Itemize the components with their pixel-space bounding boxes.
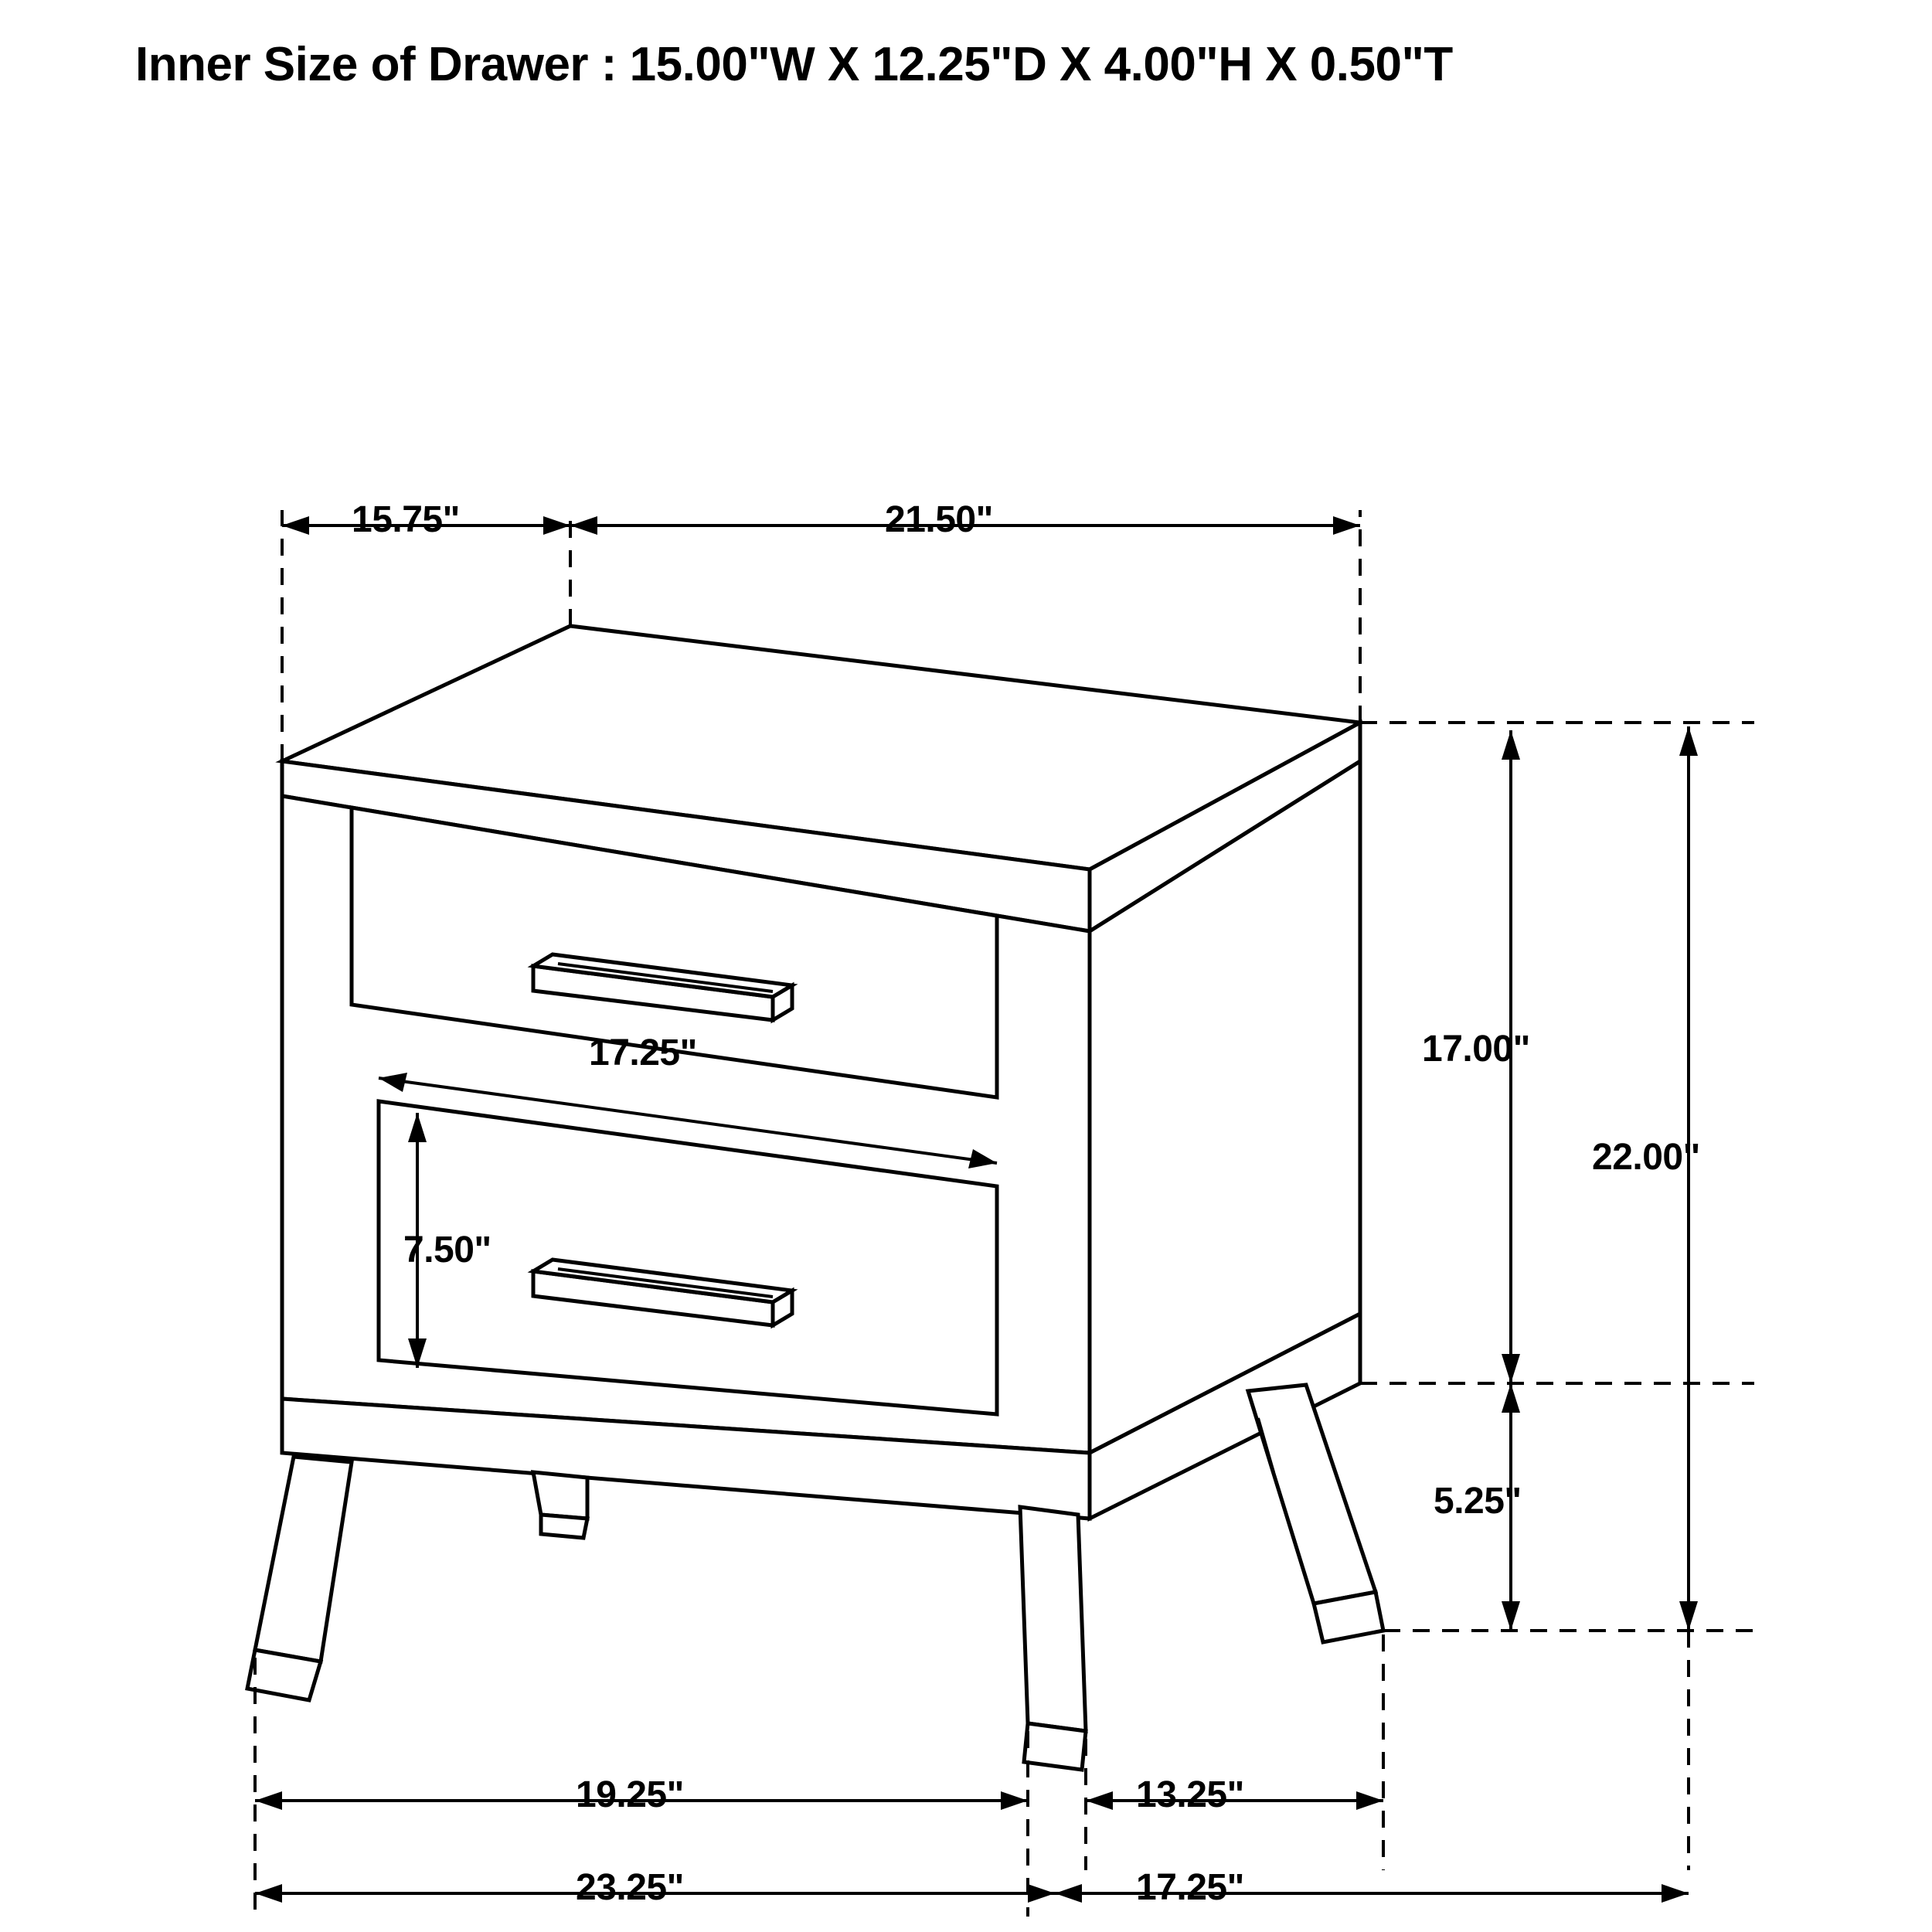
leg-rear-right: [1248, 1385, 1383, 1642]
dimension-label-overall-side-depth: 17.25": [1136, 1867, 1244, 1908]
dimension-label-top-left-depth: 15.75": [352, 499, 460, 540]
dimension-label-overall-front-width: 23.25": [576, 1867, 684, 1908]
leg-center-rear: [533, 1472, 587, 1538]
leg-front-right: [1020, 1507, 1086, 1770]
dimension-label-drawer-front-width: 17.25": [589, 1032, 697, 1073]
dimension-label-lower-drawer-height: 7.50": [403, 1230, 492, 1270]
dimension-label-total-height: 22.00": [1592, 1137, 1700, 1178]
dimension-label-base-side-depth: 13.25": [1136, 1774, 1244, 1815]
dimension-label-leg-height: 5.25": [1434, 1481, 1522, 1522]
dimension-label-top-right-width: 21.50": [885, 499, 993, 540]
dimension-label-base-front-width: 19.25": [576, 1774, 684, 1815]
leg-front-left: [247, 1457, 352, 1700]
page-title: Inner Size of Drawer : 15.00"W X 12.25"D X 4.00"H X 0.50"T: [135, 38, 1453, 91]
dimension-label-cabinet-height: 17.00": [1422, 1029, 1530, 1070]
